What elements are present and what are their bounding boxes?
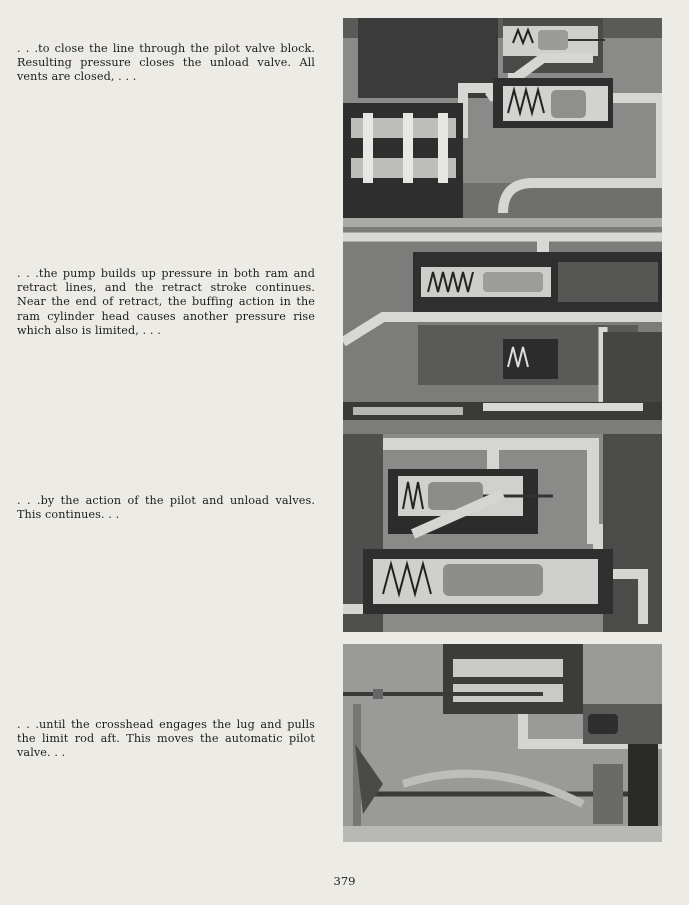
page-number: 379: [333, 874, 356, 888]
caption-1: . . .to close the line through the pilot valve block. Resulting pressure closes the unload valve. All vents are closed, . . .: [17, 42, 315, 84]
illustration-pilot-unload-valves: [343, 434, 662, 632]
caption-2: . . .the pump builds up pressure in both ram and retract lines, and the retract stroke continues. Near the end of retract, the buffing action in the ram cylinder head causes another pressure rise which also is limited, . . .: [17, 267, 315, 337]
caption-4: . . .until the crosshead engages the lug and pulls the limit rod aft. This moves the automatic pilot valve. . .: [17, 718, 315, 760]
illustration-ram-retract-lines: [343, 227, 662, 434]
illustration-pilot-valve-block: [343, 18, 662, 231]
illustration-crosshead-limit-rod: [343, 644, 662, 842]
caption-3: . . .by the action of the pilot and unload valves. This continues. . .: [17, 494, 315, 522]
